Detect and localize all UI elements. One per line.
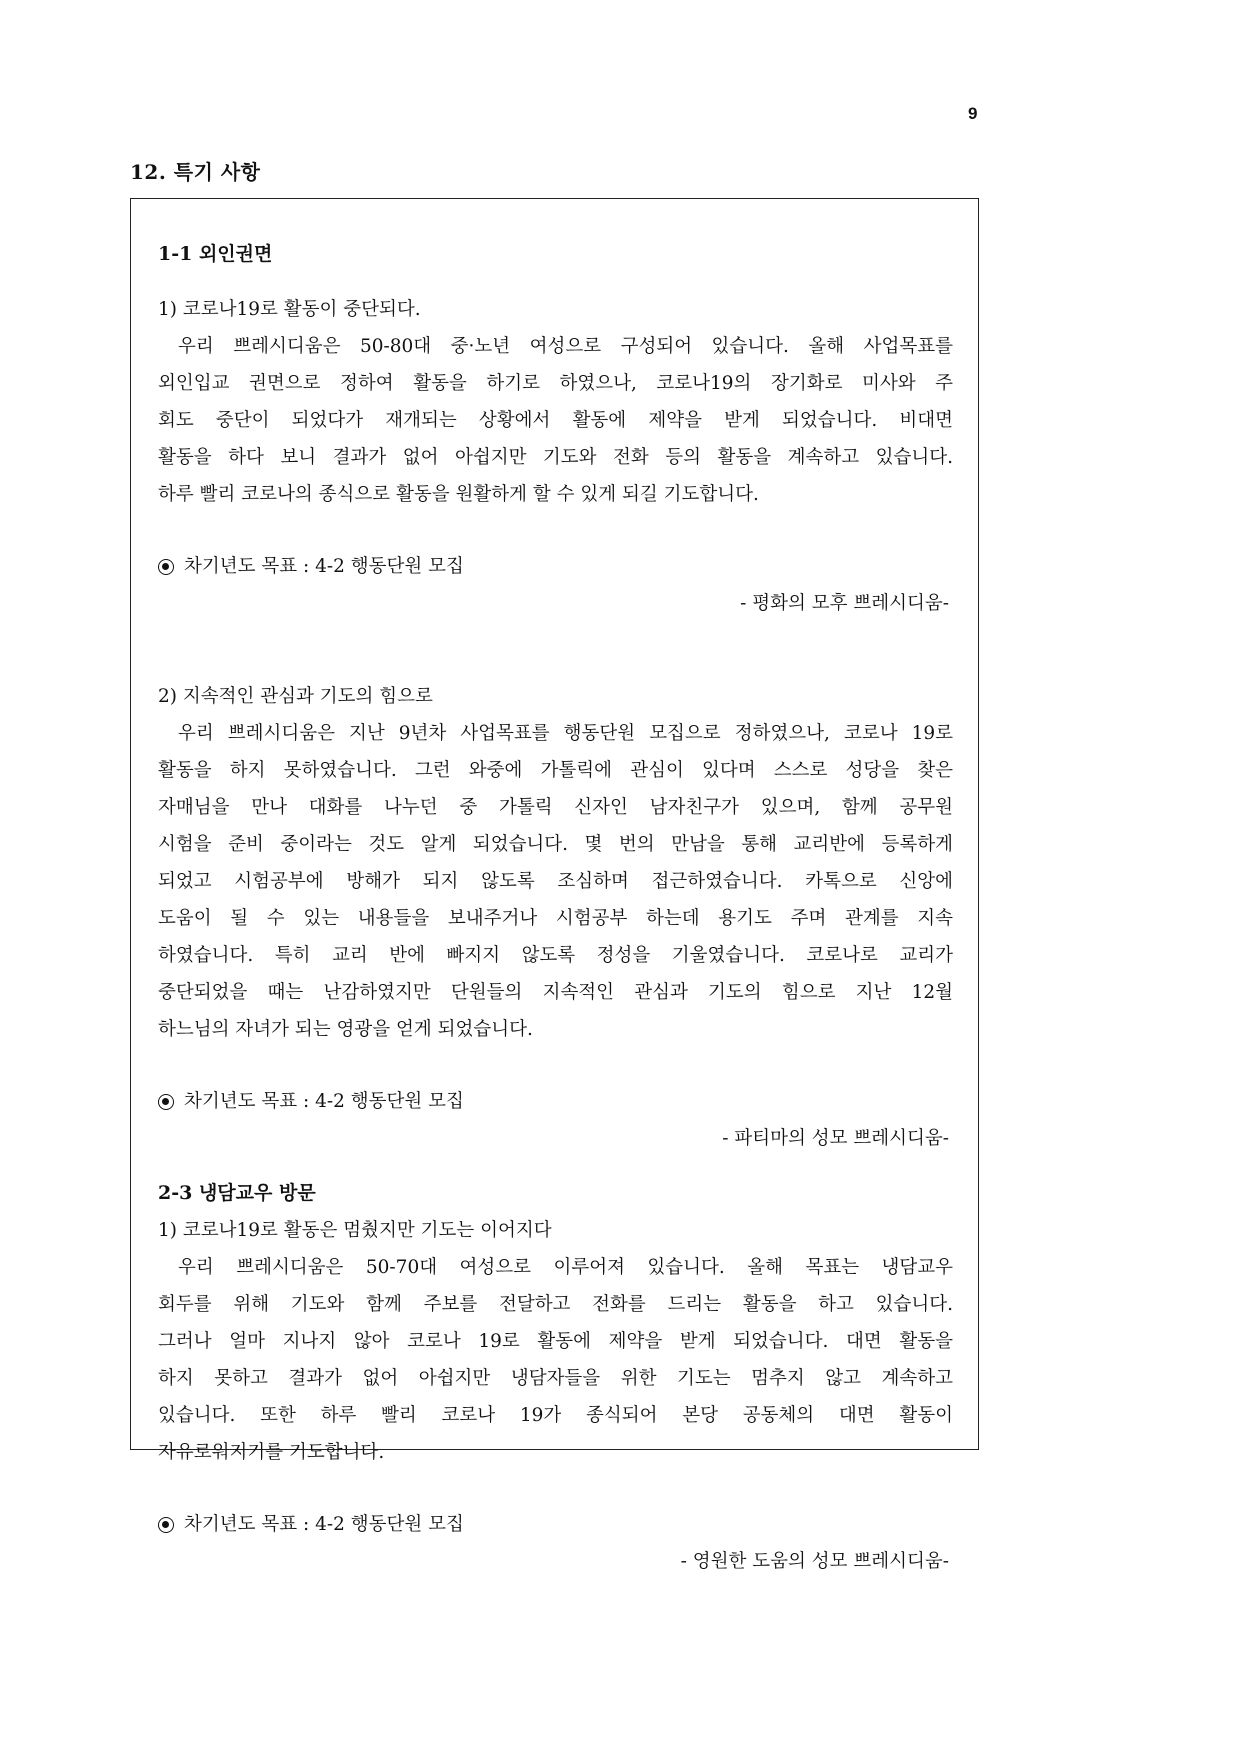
section-heading: 1-1 외인권면 <box>158 243 273 265</box>
paragraph-line: 우리 쁘레시디움은 지난 9년차 사업목표를 행동단원 모집으로 정하였으나, 코로나 19로 <box>178 723 953 744</box>
fisheye-bullet-icon <box>158 559 174 575</box>
paragraph-line: 중단되었을 때는 난감하였지만 단원들의 지속적인 관심과 기도의 힘으로 지난 12월 <box>158 982 953 1003</box>
paragraph-line: 하루 빨리 코로나의 종식으로 활동을 원활하게 할 수 있게 되길 기도합니다. <box>158 484 759 505</box>
next-year-goal <box>158 1083 953 1120</box>
paragraph-line: 회두를 위해 기도와 함께 주보를 전달하고 전화를 드리는 활동을 하고 있습니다. <box>158 1294 953 1315</box>
signature: - 평화의 모후 쁘레시디움- <box>740 593 949 614</box>
paragraph-line: 그러나 얼마 지나지 않아 코로나 19로 활동에 제약을 받게 되었습니다. 대면 활동을 <box>158 1331 953 1352</box>
notes-content <box>158 236 953 1580</box>
paragraph-line: 우리 쁘레시디움은 50-80대 중·노년 여성으로 구성되어 있습니다. 올해 사업목표를 <box>178 336 953 357</box>
paragraph-line: 외인입교 권면으로 정하여 활동을 하기로 하였으나, 코로나19의 장기화로 미사와 주 <box>158 373 953 394</box>
paragraph-line: 하지 못하고 결과가 없어 아쉽지만 냉담자들을 위한 기도는 멈추지 않고 계속하고 <box>158 1368 953 1389</box>
next-year-goal <box>158 548 953 585</box>
goal-text: 차기년도 목표 : 4-2 행동단원 모집 <box>184 556 464 577</box>
signature: - 영원한 도움의 성모 쁘레시디움- <box>680 1551 949 1572</box>
goal-text: 차기년도 목표 : 4-2 행동단원 모집 <box>184 1514 464 1535</box>
paragraph-line: 하였습니다. 특히 교리 반에 빠지지 않도록 정성을 기울였습니다. 코로나로 교리가 <box>158 945 953 966</box>
paragraph-line: 도움이 될 수 있는 내용들을 보내주거나 시험공부 하는데 용기도 주며 관계를 지속 <box>158 908 953 929</box>
paragraph-line: 자매님을 만나 대화를 나누던 중 가톨릭 신자인 남자친구가 있으며, 함께 공무원 <box>158 797 953 818</box>
fisheye-bullet-icon <box>158 1094 174 1110</box>
paragraph-line: 자유로워지기를 기도합니다. <box>158 1442 385 1463</box>
section-heading: 2-3 냉담교우 방문 <box>158 1182 316 1204</box>
section-title: 12. 특기 사항 <box>130 160 261 184</box>
goal-text: 차기년도 목표 : 4-2 행동단원 모집 <box>184 1091 464 1112</box>
paragraph-line: 활동을 하다 보니 결과가 없어 아쉽지만 기도와 전화 등의 활동을 계속하고 있습니다. <box>158 447 953 468</box>
paragraph-line: 우리 쁘레시디움은 50-70대 여성으로 이루어져 있습니다. 올해 목표는 냉담교우 <box>178 1257 953 1278</box>
next-year-goal <box>158 1506 953 1543</box>
paragraph-line: 하느님의 자녀가 되는 영광을 얻게 되었습니다. <box>158 1019 533 1040</box>
item-subtitle: 1) 코로나19로 활동이 중단되다. <box>158 299 421 320</box>
paragraph-line: 활동을 하지 못하였습니다. 그런 와중에 가톨릭에 관심이 있다며 스스로 성당을 찾은 <box>158 760 953 781</box>
fisheye-bullet-icon <box>158 1517 174 1533</box>
paragraph-line: 회도 중단이 되었다가 재개되는 상황에서 활동에 제약을 받게 되었습니다. 비대면 <box>158 410 953 431</box>
paragraph-line: 되었고 시험공부에 방해가 되지 않도록 조심하며 접근하였습니다. 카톡으로 신앙에 <box>158 871 953 892</box>
item-subtitle: 1) 코로나19로 활동은 멈췄지만 기도는 이어지다 <box>158 1220 552 1241</box>
paragraph-line: 있습니다. 또한 하루 빨리 코로나 19가 종식되어 본당 공동체의 대면 활동이 <box>158 1405 953 1426</box>
item-subtitle: 2) 지속적인 관심과 기도의 힘으로 <box>158 686 433 707</box>
signature: - 파티마의 성모 쁘레시디움- <box>722 1128 949 1149</box>
page-number: 9 <box>968 104 978 123</box>
paragraph-line: 시험을 준비 중이라는 것도 알게 되었습니다. 몇 번의 만남을 통해 교리반에 등록하게 <box>158 834 953 855</box>
